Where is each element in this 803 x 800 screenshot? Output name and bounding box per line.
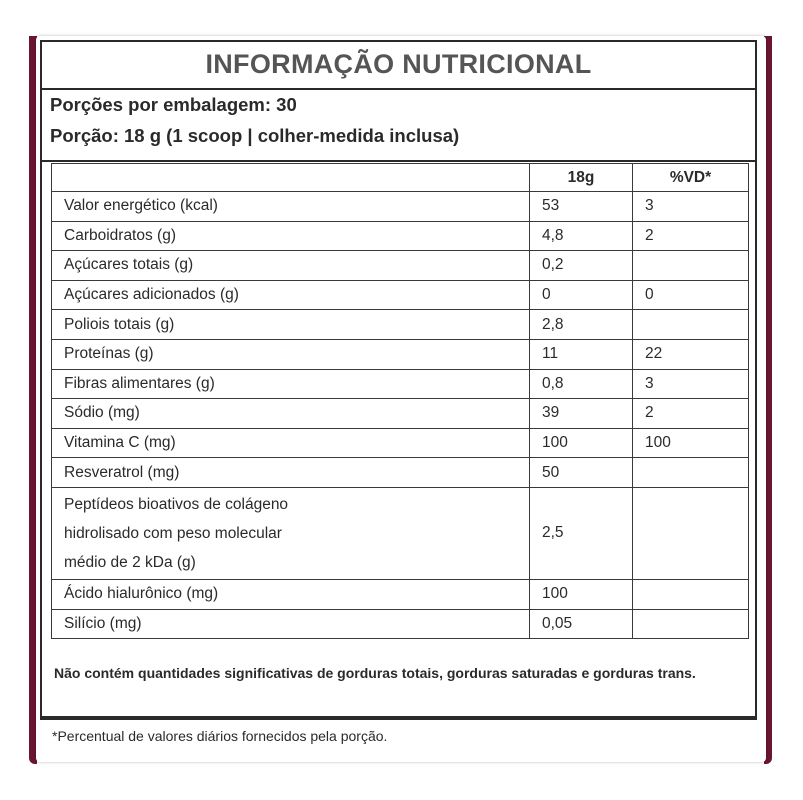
nutrient-name [52, 487, 530, 579]
nutrient-name: Silício (mg) [52, 609, 530, 639]
table-row [52, 609, 749, 639]
nutrient-amount: 0,2 [530, 251, 633, 281]
nutrient-name-line: hidrolisado com peso molecular [64, 524, 282, 542]
table-top-divider [42, 160, 755, 162]
table-row [52, 192, 749, 222]
nutrient-daily-value [633, 458, 749, 488]
nutrient-name: Valor energético (kcal) [52, 192, 530, 222]
nutrition-label [40, 40, 757, 720]
nutrient-daily-value [633, 487, 749, 579]
nutrient-daily-value: 3 [633, 369, 749, 399]
nutrient-name-line: Peptídeos bioativos de colágeno [64, 495, 289, 513]
nutrient-name: Resveratrol (mg) [52, 458, 530, 488]
table-row [52, 339, 749, 369]
table-row [52, 369, 749, 399]
nutrient-daily-value [633, 310, 749, 340]
nutrient-name: Sódio (mg) [52, 399, 530, 429]
title-divider [42, 88, 755, 90]
nutrient-name: Ácido hialurônico (mg) [52, 579, 530, 609]
serving-size: Porção: 18 g (1 scoop | colher-medida inclusa) [50, 125, 460, 146]
nutrient-amount: 2,5 [530, 487, 633, 579]
table-row [52, 458, 749, 488]
nutrient-amount: 11 [530, 339, 633, 369]
nutrient-amount: 39 [530, 399, 633, 429]
nutrient-amount: 0 [530, 280, 633, 310]
nutrient-amount: 50 [530, 458, 633, 488]
nutrition-table [51, 163, 749, 639]
not-significant-note: Não contém quantidades significativas de gorduras totais, gorduras saturadas e gorduras trans. [54, 665, 696, 681]
nutrient-amount: 4,8 [530, 221, 633, 251]
nutrient-amount: 100 [530, 428, 633, 458]
note-divider [42, 716, 755, 718]
table-row [52, 280, 749, 310]
header-amount: 18g [530, 164, 633, 192]
nutrient-amount: 0,05 [530, 609, 633, 639]
nutrient-daily-value: 100 [633, 428, 749, 458]
table-row [52, 221, 749, 251]
table-row [52, 579, 749, 609]
table-row [52, 428, 749, 458]
nutrient-name: Açúcares adicionados (g) [52, 280, 530, 310]
nutrient-amount: 53 [530, 192, 633, 222]
table-row [52, 251, 749, 281]
table-header-row [52, 164, 749, 192]
nutrient-name: Carboidratos (g) [52, 221, 530, 251]
nutrient-daily-value [633, 251, 749, 281]
nutrient-name-line: médio de 2 kDa (g) [64, 553, 196, 571]
nutrient-name: Açúcares totais (g) [52, 251, 530, 281]
header-daily-value: %VD* [633, 164, 749, 192]
table-row [52, 487, 749, 579]
nutrient-daily-value: 22 [633, 339, 749, 369]
nutrient-daily-value: 2 [633, 399, 749, 429]
nutrient-daily-value [633, 579, 749, 609]
nutrient-daily-value: 3 [633, 192, 749, 222]
header-nutrient [52, 164, 530, 192]
table-row [52, 399, 749, 429]
nutrient-name: Poliois totais (g) [52, 310, 530, 340]
label-title: INFORMAÇÃO NUTRICIONAL [205, 49, 592, 79]
table-row [52, 310, 749, 340]
nutrient-daily-value: 0 [633, 280, 749, 310]
daily-value-footnote: *Percentual de valores diários fornecidos pela porção. [52, 728, 388, 744]
nutrient-name: Proteínas (g) [52, 339, 530, 369]
servings-per-package: Porções por embalagem: 30 [50, 94, 297, 115]
nutrient-name: Fibras alimentares (g) [52, 369, 530, 399]
nutrient-name: Vitamina C (mg) [52, 428, 530, 458]
nutrient-daily-value [633, 609, 749, 639]
nutrient-amount: 2,8 [530, 310, 633, 340]
nutrient-daily-value: 2 [633, 221, 749, 251]
nutrient-amount: 0,8 [530, 369, 633, 399]
nutrient-amount: 100 [530, 579, 633, 609]
